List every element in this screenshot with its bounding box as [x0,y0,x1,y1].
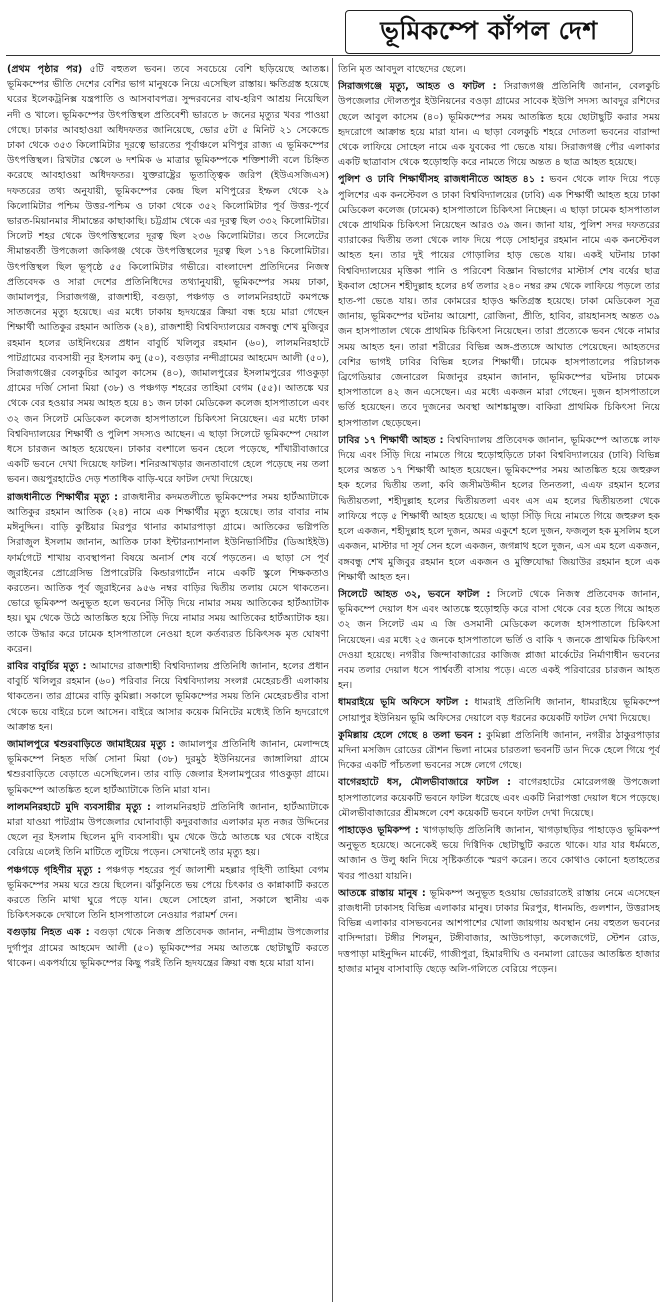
left-column [7,62,329,1302]
article-paragraph [338,587,660,693]
subheading: লালমনিরহাটে মুদি ব্যবসায়ীর মৃত্যু : [7,801,151,813]
article-paragraph [7,863,329,924]
article-paragraph [7,925,329,971]
subheading: পঞ্চগড়ে গৃহিণীর মৃত্যু : [7,864,102,876]
paragraph-text: সিরাজগঞ্জ প্রতিনিধি জানান, বেলকুচি উপজেলার দৌলতপুর ইউনিয়নের বওড়া গ্রামের সাবেক ইউপি সদস্য আবদুর রশিদের ছেলে আবুল কাসেম (৪০) ভূমিকম্পের সময় আতঙ্কিত হয়ে ছোটাছুটি করার সময় হৃদরোগে আক্রান্ত হয়ে মারা যান। এ ছাড়া বেলকুচি শহরে দোতলা ভবনের বারান্দা থেকে লাফিয়ে সোহেল নামে এক যুবকের পা ভেঙে যায়। সিরাজগঞ্জ পৌর এলাকার একটি ছাত্রাবাস থেকে হুড়োহুড়ি করে নামতে গিয়ে অন্তত ৪ ছাত্র আহত হয়েছে। [338,81,660,169]
article-paragraph [338,62,660,77]
paragraph-text: ভবন থেকে লাফ দিয়ে পড়ে পুলিশের এক কনস্টেবল ও ঢাকা বিশ্ববিদ্যালয়ের (ঢাবি) এক শিক্ষার্থী আহত হয়ে ঢাকা মেডিকেল কলেজ (ঢামেক) হাসপাতালে চিকিৎসা নিচ্ছেন। এ ছাড়া ঢামেক হাসপাতাল থেকে প্রাথমিক চিকিৎসা নিয়েছেন আরও ৩৯ জন। জানা যায়, পুলিশ সদর দফতরের ব্যারাকের দ্বিতীয় তলা থেকে লাফ দিয়ে পড়ে সোহানুর রহমান নামে এক কনস্টেবল আহত হন। তার দুই পায়ের গোড়ালির হাড় ভেঙে যায়। একই ঘটনায় ঢাকা বিশ্ববিদ্যালয়ের মৃত্তিকা পানি ও পরিবেশ বিজ্ঞান বিভাগের মাস্টার্স শেষ বর্ষের ছাত্র ইকবাল হোসেন শহীদুল্লাহ হলের ৪র্থ তলার ২৪০ নম্বর রুম থেকে লাফিয়ে পড়লে তার হাত-পা ভেঙে যায়। তার কোমরের হাড়ও ক্ষতিগ্রস্ত হয়েছে। ঢাকা মেডিকেল সূত্র জানায়, ভূমিকম্পের ঘটনায় আয়েশা, রোজিনা, প্রীতি, হাবিব, রায়হানসহ অন্তত ৩৯ জন হাসপাতাল থেকে প্রাথমিক চিকিৎসা নিয়েছেন। তারা প্রত্যেকে ভবন থেকে নামার সময় আহত হন। তারা শরীরের বিভিন্ন অঙ্গ-প্রত্যঙ্গে আঘাত পেয়েছেন। আহতদের বেশির ভাগই ঢাবির বিভিন্ন হলের শিক্ষার্থী। ঢামেক হাসপাতালের পরিচালক ব্রিগেডিয়ার জেনারেল মিজানুর রহমান জানান, ভূমিকম্পের ঘটনায় ঢামেক হাসপাতালে ৪২ জন এসেছেন। এর মধ্যে একজন মারা গেছেন। দুজন হাসপাতালে ভর্তি হয়েছেন। তবে দুজনের অবস্থা আশঙ্কামুক্ত। বাকিরা প্রাথমিক চিকিৎসা নিয়ে হাসপাতাল ছেড়েছেন। [338,174,660,429]
subheading: কুমিল্লায় হেলে গেছে ৪ তলা ভবন : [338,729,482,741]
subheading: আতঙ্কে রাস্তায় মানুষ : [338,887,426,899]
paragraph-text: ৫টি বহুতল ভবন। তবে সবচেয়ে বেশি ছড়িয়েছে আতঙ্ক। ভূমিকম্পের ভীতি দেশের বেশির ভাগ মানুষকে নিয়ে এসেছিল রাস্তায়। ক্ষতিগ্রস্ত হয়েছে ঘরের ইলেকট্রনিক্স যন্ত্রপাতি ও আসবাবপত্র। সুন্দরবনের বাঘ-হরিণ আশ্রয় নিয়েছিল নদী ও খালে। ভূমিকম্পের উৎপত্তিস্থল প্রতিবেশী ভারতে ৮ জনের মৃত্যুর খবর পাওয়া গেছে। ঢাকার আবহাওয়া অধিদফতর জানিয়েছে, ভোর ৫টা ৫ মিনিট ২১ সেকেন্ডে ঢাকা থেকে ৩৫৩ কিলোমিটার দূরত্বে ভারতের পূর্বাঞ্চলে মণিপুর রাজ্য এ ভূমিকম্পের উৎপত্তিস্থল। রিখটার স্কেলে ৬ দশমিক ৬ মাত্রার ভূমিকম্পকে শক্তিশালী বলে চিহ্নিত করেছে আবহাওয়া অধিদফতর। যুক্তরাষ্ট্রের ভূতাত্ত্বিক জরিপ (ইউএসজিএস) দফতরের তথ্য অনুযায়ী, ভূমিকম্পের কেন্দ্র ছিল মণিপুরের ইম্ফল থেকে ২৯ কিলোমিটার পশ্চিম উত্তর-পশ্চিম ও ঢাকা থেকে ৩৫২ কিলোমিটার পূর্ব উত্তর-পূর্বে ভারত-মিয়ানমার সীমান্তের কাছাকাছি। চট্টগ্রাম থেকে এর দূরত্ব ছিল ৩৩২ কিলোমিটার। সিলেট শহর থেকে উৎপত্তিস্থলের দূরত্ব ছিল ২৩৬ কিলোমিটার। তবে সিলেটের সীমান্তবর্তী উপজেলা জকিগঞ্জ থেকে উৎপত্তিস্থলের দূরত্ব ছিল ১৭৪ কিলোমিটার। উৎপত্তিস্থল ছিল ভূপৃষ্ঠে ৫৫ কিলোমিটার গভীরে। বাংলাদেশ প্রতিদিনের নিজস্ব প্রতিবেদক ও সারা দেশের প্রতিনিধিদের তথ্যানুযায়ী, ভূমিকম্পের সময় ঢাকা, জামালপুর, সিরাজগঞ্জ, রাজশাহী, বগুড়া, পঞ্চগড় ও লালমনিরহাটে কমপক্ষে সাতজনের মৃত্যু হয়েছে। এর মধ্যে ঢাকায় হৃদযন্ত্রের ক্রিয়া বন্ধ হয়ে মারা গেছেন শিক্ষার্থী আতিকুর রহমান আতিক (২৪), রাজশাহী বিশ্ববিদ্যালয়ের বঙ্গবন্ধু শেখ মুজিবুর রহমান হলের ডাইনিংয়ের প্রধান বাবুর্চি খলিলুর রহমান (৬০), লালমনিরহাটে পাটগ্রামের ব্যবসায়ী নূর ইসলাম কদু (৫০), বগুড়ার নন্দীগ্রামের আহমেদ আলী (৫০), সিরাজগঞ্জের বেলকুচির আবুল কাসেম (৪০), জামালপুরের ইসলামপুরের গাওকুড়া গ্রামের দর্জি সোনা মিয়া (৩৮) ও পঞ্চগড় শহরের তাহিমা বেগম (৫৫)। আতঙ্কে ঘর থেকে বের হওয়ার সময় আহত হয়ে ৪১ জন ঢাকা মেডিকেল কলেজ হাসপাতালে এবং ৩২ জন সিলেট মেডিকেল কলেজ হাসপাতালে চিকিৎসা নিয়েছেন। এর মধ্যে ঢাকা বিশ্ববিদ্যালয়ের শিক্ষার্থী ও পুলিশ সদস্যও আছেন। এ ছাড়া সিলেটে ভূমিকম্পে দেয়াল ধসে চারজন আহত হয়েছেন। ঢাকার বংশালে ভবন হেলে পড়েছে, শাঁখারীবাজারে একটি ভবনে দেখা দিয়েছে ফাটল। শনিরআখড়ার জনতাবাগে হেলে পড়েছে নয় তলা ভবন। জয়পুরহাটেও দেড় শতাধিক বাড়ি-ঘরে ফাটল দেখা দিয়েছে। [7,64,329,486]
article-paragraph [338,433,660,585]
paragraph-text: আমাদের রাজশাহী বিশ্ববিদ্যালয় প্রতিনিধি জানান, হলের প্রধান বাবুর্চি খলিলুর রহমান (৬০) পরিবার নিয়ে বিশ্ববিদ্যালয় সংলগ্ন মেহেরচণ্ডী এলাকায় থাকতেন। তার গ্রামের বাড়ি কুমিল্লা। সকালে ভূমিকম্পের সময় তিনি মেহেরচণ্ডীর বাসা থেকে ভয়ে বাইরে চলে আসেন। বাইরে আসার কয়েক মিনিটের মধ্যেই তিনি হৃদরোগে আক্রান্ত হন। [7,660,329,733]
subheading: সিলেটে আহত ৩২, ভবনে ফাটল : [338,588,491,600]
article-paragraph [7,800,329,861]
article-paragraph [7,490,329,657]
paragraph-text: রাজধানীর কদমতলীতে ভূমিকম্পের সময় হার্টঅ্যাটাকে আতিকুর রহমান আতিক (২৪) নামে এক শিক্ষার্থীর মৃত্যু হয়েছে। তার বাবার নাম মঈনুদ্দিন। বাড়ি কুষ্টিয়ার মিরপুর থানার কামারপাড়া গ্রামে। আতিকের ভগ্নিপতি সিরাজুল ইসলাম জানান, আতিক ঢাকা ইন্টারন্যাশনাল ইউনিভার্সিটির (ডিআইইউ) ফার্মগেটে শাখায় ব্যবস্থাপনা বিষয়ে অনার্স শেষ বর্ষে পড়তেন। এ ছাড়া সে পূর্ব জুরাইনের প্রোগ্রেসিভ প্রিপারেটরি কিন্ডারগার্টেন নামে একটি স্কুলে শিক্ষকতাও করতেন। আতিক পূর্ব জুরাইনের ৯৫৬ নম্বর বাড়ির দ্বিতীয় তলায় মেসে থাকতেন। ভোরে ভূমিকম্প অনুভূত হলে ভবনের সিঁড়ি দিয়ে নামার সময় আতিকের হার্টঅ্যাটাক হয়। ঘুম থেকে উঠে আতঙ্কিত হয়ে সিঁড়ি দিয়ে নামার সময় আতিকের হার্টঅ্যাটাক হয়। তাকে উদ্ধার করে ঢামেক হাসপাতালে নেওয়া হলে কর্তব্যরত চিকিৎসক মৃত ঘোষণা করেন। [7,491,329,655]
article-paragraph [338,823,660,884]
subheading: পাহাড়েও ভূমিকম্প : [338,824,419,836]
paragraph-text: কুমিল্লা প্রতিনিধি জানান, নগরীর ঠাকুরপাড়ার মদিনা মসজিদ রোডের রৌশন ভিলা নামের চারতলা ভবনটি ডান দিকে হেলে গিয়ে পূর্ব দিকের একটি পাঁচতলা ভবনের সঙ্গে লেগে গেছে। [338,729,660,772]
paragraph-text: ধামরাই প্রতিনিধি জানান, ধামরাইয়ে ভূমিকম্পে সোয়াপুর ইউনিয়ন ভূমি অফিসের দেয়ালে বড় ধরনের কয়েকটি ফাটল দেখা দিয়েছে। [338,697,660,724]
paragraph-text: তিনি মৃত আবদুল বাছেদের ছেলে। [338,64,466,75]
subheading: ধামরাইয়ে ভূমি অফিসে ফাটল : [338,697,469,709]
column-divider [332,58,333,1302]
paragraph-text: পঞ্চগড় শহরের পূর্ব জালাশী মহল্লার গৃহিণী তাহিমা বেগম ভূমিকম্পের সময় ঘরে শুয়ে ছিলেন। ঝাঁকুনিতে ভয় পেয়ে চিৎকার ও কান্নাকাটি করতে করতে তিনি মাথা ঘুরে পড়ে যান। ছেলে সোহেল রানা, সকালে স্থানীয় এক চিকিৎসককে দেখালে তিনি হাসপাতালে নেওয়ার পরামর্শ দেন। [7,864,329,922]
article-paragraph [338,728,660,774]
subheading: জামালপুরে শ্বশুরবাড়িতে জামাইয়ের মৃত্যু : [7,738,175,750]
paragraph-text: বিশ্ববিদ্যালয় প্রতিবেদক জানান, ভূমিকম্পে আতঙ্কে লাফ দিয়ে এবং সিঁড়ি দিয়ে নামতে গিয়ে হুড়োহুড়িতে ঢাকা বিশ্ববিদ্যালয়ের (ঢাবি) বিভিন্ন হলের অন্তত ১৭ শিক্ষার্থী আহত হয়েছেন। ভূমিকম্পের সময় আতঙ্কিত হয়ে জহুরুল হক হলের দ্বিতীয় তলা, কবি জসীমউদ্দীন হলের তিনতলা, এএফ রহমান হলের দ্বিতীয়তলা, শহীদুল্লাহ হলের দ্বিতীয়তলা এবং এস এম হলের দ্বিতীয়তলা থেকে লাফিয়ে পড়ে ৫ শিক্ষার্থী আহত হয়েছে। এ ছাড়া সিঁড়ি দিয়ে নামতে গিয়ে জহুরুল হক হলে একজন, শহীদুল্লাহ হলে দুজন, অমর একুশে হলে দুজন, ফজলুল হক মুসলিম হলে একজন, মাস্টার দা সূর্য সেন হলে একজন, জগন্নাথ হলে দুজন, এস এম হলে একজন, বঙ্গবন্ধু শেখ মুজিবুর রহমান হলে একজন ও মুক্তিযোদ্ধা জিয়াউর রহমান হলে এক শিক্ষার্থী আহত হন। [338,434,660,583]
article-paragraph [7,62,329,488]
paragraph-text: বাগেরহাটের মোরেলগঞ্জ উপজেলা হাসপাতালের কয়েকটি ভবনে ফাটল ধরেছে এবং একটি নিরাপত্তা দেয়াল ধসে পড়েছে। মৌলভীবাজারের শ্রীমঙ্গলে বেশ কয়েকটি ভবনে ফাটল দেখা দিয়েছে। [338,777,660,819]
subheading: বাগেরহাটে ধস, মৌলভীবাজারে ফাটল : [338,777,511,789]
subheading: বগুড়ায় নিহত এক : [7,927,90,939]
subheading: সিরাজগঞ্জে মৃত্যু, আহত ও ফাটল : [338,81,497,93]
paragraph-text: খাগড়াছড়ি প্রতিনিধি জানান, খাগড়াছড়ির পাহাড়েও ভূমিকম্প অনুভূত হয়েছে। অনেকেই ভয়ে দিগ্বিদিক ছোটাছুটি করতে থাকে। যার যার ধর্মমতে, আজান ও উলু ধ্বনি দিয়ে সৃষ্টিকর্তাকে স্মরণ করেন। তবে কোথাও কোনো হতাহতের খবর পাওয়া যায়নি। [338,824,660,882]
subheading: ঢাবির ১৭ শিক্ষার্থী আহত : [338,434,444,446]
top-rule [6,55,660,56]
subheading: (প্রথম পৃষ্ঠার পর) [7,64,83,75]
paragraph-text: বগুড়া থেকে নিজস্ব প্রতিবেদক জানান, নন্দীগ্রাম উপজেলার দুর্গাপুর গ্রামের আহমেদ আলী (৫০) ভূমিকম্পের সময় আতঙ্কে ছোটাছুটি করতে থাকেন। একপর্যায়ে ভূমিকম্পের কিছু পরই তিনি হৃদযন্ত্রের ক্রিয়া বন্ধ হয়ে মারা যান। [7,927,329,969]
paragraph-text: লালমনিরহাট প্রতিনিধি জানান, হার্টঅ্যাটাকে মারা যাওয়া পাটগ্রাম উপজেলার ঘোনাবাড়ী কদুরবাজার এলাকার মৃত নজর উদ্দিনের ছেলে নূর ইসলাম ছিলেন মুদি ব্যবসায়ী। ঘুম থেকে উঠে আতঙ্কে ঘর থেকে বাইরে বেরিয়ে এলেই তিনি মাটিতে লুটিয়ে পড়েন। সেখানেই তার মৃত্যু হয়। [7,801,329,859]
paragraph-text: সিলেট থেকে নিজস্ব প্রতিবেদক জানান, ভূমিকম্পে দেয়াল ধস এবং আতঙ্কে হুড়োহুড়ি করে বাসা থেকে বের হতে গিয়ে আহত ৩২ জন সিলেট এম এ জি ওসমানী মেডিকেল কলেজ হাসপাতালে চিকিৎসা নিয়েছেন। এর মধ্যে ২৫ জনকে হাসপাতালে ভর্তি ও বাকি ৭ জনকে প্রাথমিক চিকিৎসা দেওয়া হয়েছে। নগরীর জিন্দাবাজারের কাজিজ প্লাজা মার্কেটের নির্মাণাধীন ভবনের নবম তলার দেয়াল ধসে পার্শ্ববর্তী বাসায় পড়ে। এতে একই পরিবারের চারজন আহত হন। [338,588,660,692]
article-paragraph [338,79,660,170]
subheading: রাবির বাবুর্চির মৃত্যু : [7,660,87,672]
article-paragraph [7,659,329,735]
subheading: পুলিশ ও ঢাবি শিক্ষার্থীসহ রাজধানীতে আহত ৪১ : [338,174,545,186]
headline: ভূমিকম্পে কাঁপল দেশ [345,10,633,54]
subheading: রাজধানীতে শিক্ষার্থীর মৃত্যু : [7,491,118,503]
article-paragraph [338,172,660,430]
article-paragraph [7,737,329,798]
right-column [338,62,660,1302]
paragraph-text: জামালপুর প্রতিনিধি জানান, মেলান্দহে ভূমিকম্পে নিহত দর্জি সোনা মিয়া (৩৮) দুরমুঠ ইউনিয়নের জাঙ্গালিয়া গ্রামে শ্বশুরবাড়িতে বেড়াতে এসেছিলেন। তার বাড়ি জেলার ইসলামপুরের গাওকুড়া গ্রামে। ভূমিকম্পে আতঙ্কিত হলে হার্টঅ্যাটাকে তিনি মারা যান। [7,738,329,796]
paragraph-text: ভূমিকম্প অনুভূত হওয়ায় ভোররাতেই রাস্তায় নেমে এসেছেন রাজধানী ঢাকাসহ বিভিন্ন এলাকার মানুষ। ঢাকার মিরপুর, ধানমন্ডি, গুলশান, উত্তরাসহ বিভিন্ন এলাকার বাসভবনের আশপাশের খোলা জায়গায় অবস্থান নেয় বহুতল ভবনের বাসিন্দারা। টঙ্গীর শিলমুন, টঙ্গীবাজার, আউচপাড়া, কলেজগেট, স্টেশন রোড, দত্তপাড়া মাইনুদ্দিন মার্কেট, গাজীপুরা, হিমারদীঘি ও বনমালা রোডের আতঙ্কিত হাজার হাজার মানুষ বাসাবাড়ি ছেড়ে অলি-গলিতে বেরিয়ে পড়েন। [338,887,660,975]
article-paragraph [338,886,660,977]
article-paragraph [338,775,660,821]
article-paragraph [338,695,660,725]
